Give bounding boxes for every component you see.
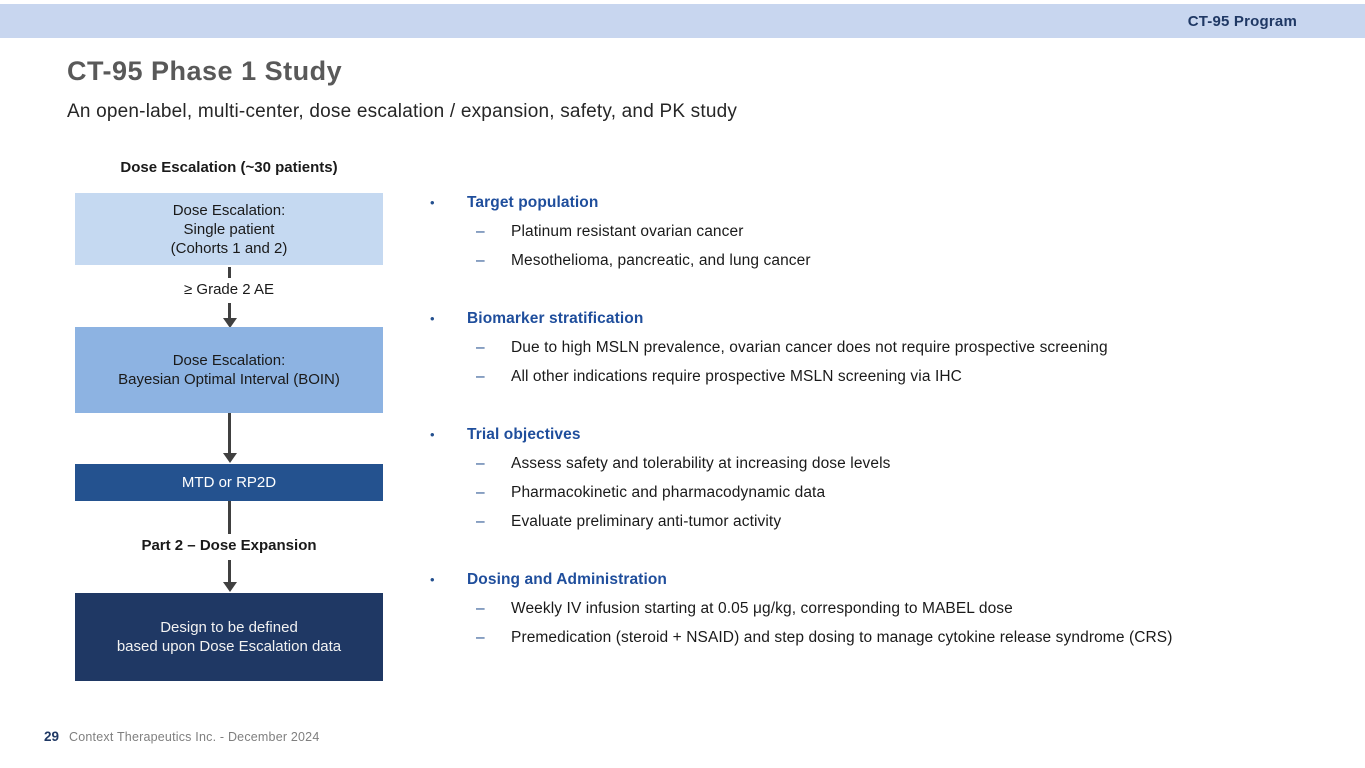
box-line: Dose Escalation:: [172, 352, 286, 369]
section-dosing-administration: [430, 565, 1345, 652]
list-item: [430, 246, 1345, 275]
section-biomarker-stratification: [430, 304, 1345, 391]
page-title: CT-95 Phase 1 Study: [67, 56, 343, 86]
list-item-text: Premedication (steroid + NSAID) and step dosing to manage cytokine release syndrome (CRS): [511, 628, 1173, 646]
section-heading: Target population: [467, 193, 599, 211]
bullet-icon: •: [430, 195, 435, 210]
dash-icon: –: [476, 512, 485, 530]
section-heading-row: [430, 188, 1345, 217]
section-target-population: [430, 188, 1345, 275]
dash-icon: –: [476, 251, 485, 269]
list-item-text: Platinum resistant ovarian cancer: [511, 222, 744, 240]
page-number: 29: [44, 729, 60, 744]
page-subtitle: An open-label, multi-center, dose escalation / expansion, safety, and PK study: [67, 101, 738, 122]
flowchart-box-single-patient: [75, 193, 383, 265]
arrowhead-icon: [223, 582, 237, 592]
box-line: Bayesian Optimal Interval (BOIN): [118, 371, 340, 388]
connector-line: [228, 501, 231, 534]
bullet-icon: •: [430, 311, 435, 326]
footer: [44, 729, 320, 744]
flowchart-box-dose-expansion: [75, 593, 383, 681]
grade-2-ae-label: ≥ Grade 2 AE: [184, 281, 274, 298]
list-item-text: Due to high MSLN prevalence, ovarian cancer does not require prospective screening: [511, 338, 1108, 356]
list-item-text: Pharmacokinetic and pharmacodynamic data: [511, 483, 826, 501]
list-item: [430, 623, 1345, 652]
bullet-icon: •: [430, 427, 435, 442]
dash-icon: –: [476, 367, 485, 385]
section-trial-objectives: [430, 420, 1345, 536]
box-line: MTD or RP2D: [181, 474, 277, 491]
flowchart-title: Dose Escalation (~30 patients): [120, 159, 338, 176]
down-arrow-icon: [228, 413, 231, 454]
down-arrow-icon: [228, 303, 231, 319]
dash-icon: –: [476, 628, 485, 646]
connector-line: [228, 267, 231, 278]
list-item-text: Mesothelioma, pancreatic, and lung cancer: [511, 251, 811, 269]
bullet-icon: •: [430, 572, 435, 587]
down-arrow-icon: [228, 560, 231, 583]
box-line: based upon Dose Escalation data: [116, 638, 342, 655]
dash-icon: –: [476, 454, 485, 472]
box-line: Dose Escalation:: [172, 201, 286, 219]
section-heading-row: [430, 304, 1345, 333]
box-line: Design to be defined: [160, 619, 298, 636]
arrowhead-icon: [223, 453, 237, 463]
dash-icon: –: [476, 338, 485, 356]
list-item: [430, 507, 1345, 536]
flowchart-box-boin: [75, 327, 383, 413]
list-item: [430, 594, 1345, 623]
section-heading: Trial objectives: [467, 425, 581, 443]
footer-text: Context Therapeutics Inc. - December 2024: [69, 730, 320, 744]
list-item: [430, 478, 1345, 507]
dash-icon: –: [476, 483, 485, 501]
dash-icon: –: [476, 599, 485, 617]
part-2-label: Part 2 – Dose Expansion: [141, 537, 317, 554]
section-heading: Biomarker stratification: [467, 309, 644, 327]
program-label: CT-95 Program: [1187, 12, 1297, 30]
list-item-text: Weekly IV infusion starting at 0.05 μg/kg, corresponding to MABEL dose: [511, 599, 1013, 617]
flowchart-box-mtd-rp2d: [75, 464, 383, 501]
list-item: [430, 362, 1345, 391]
section-heading-row: [430, 565, 1345, 594]
box-line: Single patient: [183, 220, 275, 238]
list-item: [430, 333, 1345, 362]
box-line: (Cohorts 1 and 2): [170, 239, 288, 257]
section-heading: Dosing and Administration: [467, 570, 667, 588]
list-item: [430, 217, 1345, 246]
section-heading-row: [430, 420, 1345, 449]
list-item-text: Assess safety and tolerability at increasing dose levels: [511, 454, 891, 472]
list-item: [430, 449, 1345, 478]
list-item-text: All other indications require prospective MSLN screening via IHC: [511, 367, 962, 385]
list-item-text: Evaluate preliminary anti-tumor activity: [511, 512, 782, 530]
top-banner: [0, 4, 1365, 38]
dash-icon: –: [476, 222, 485, 240]
bullet-content: [430, 188, 1345, 681]
